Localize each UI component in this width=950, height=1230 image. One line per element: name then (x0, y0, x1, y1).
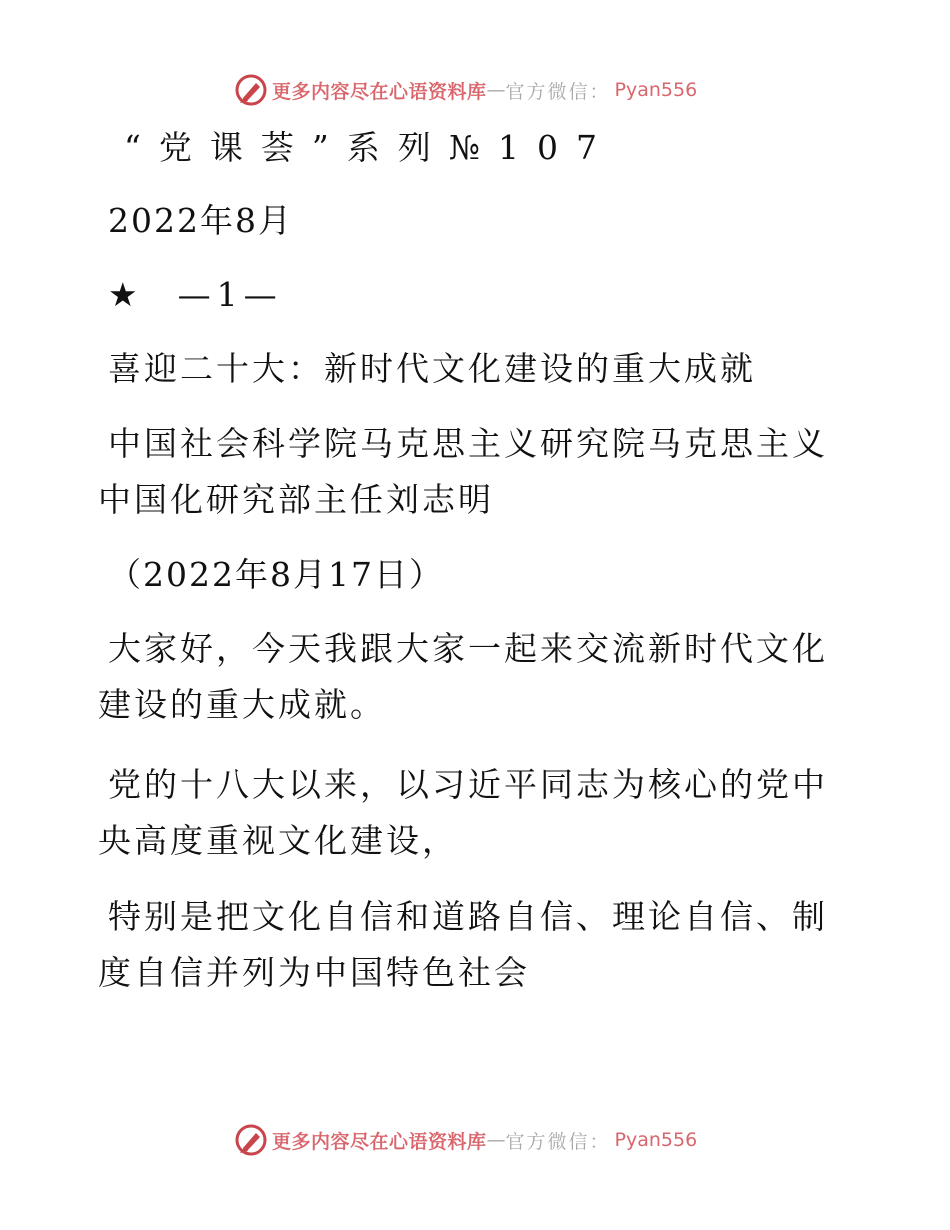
watermark-sub-text: 官方微信： (505, 1130, 611, 1153)
article-headline: 喜迎二十大：新时代文化建设的重大成就 (108, 349, 756, 388)
page-number: —1— (177, 275, 283, 314)
pen-logo-icon (234, 1123, 268, 1157)
series-title: “党课荟”系列№107 (124, 128, 615, 167)
author-line: 中国社会科学院马克思主义研究院马克思主义中国化研究部主任刘志明 (98, 424, 828, 519)
watermark-main-text: 更多内容尽在心语资料库 (272, 1130, 487, 1153)
pen-logo-icon (234, 73, 268, 107)
paragraph-2: 党的十八大以来，以习近平同志为核心的党中央高度重视文化建设， (98, 765, 828, 860)
watermark-sub-text: 官方微信： (505, 80, 611, 103)
paragraph-1: 大家好，今天我跟大家一起来交流新时代文化建设的重大成就。 (98, 629, 828, 724)
watermark-footer (234, 1122, 697, 1158)
star-icon: ★ (108, 275, 144, 314)
publish-date: （2022年8月17日） (108, 555, 444, 594)
star-page-marker (108, 275, 283, 315)
watermark-wechat-id: Pyan556 (614, 79, 698, 101)
watermark-header (234, 72, 697, 108)
watermark-main-text: 更多内容尽在心语资料库 (272, 80, 487, 103)
watermark-wechat-id: Pyan556 (614, 1129, 698, 1151)
paragraph-3: 特别是把文化自信和道路自信、理论自信、制度自信并列为中国特色社会 (98, 897, 828, 992)
watermark-dash: — (486, 79, 506, 101)
issue-date: 2022年8月 (108, 201, 293, 240)
watermark-dash: — (486, 1129, 506, 1151)
